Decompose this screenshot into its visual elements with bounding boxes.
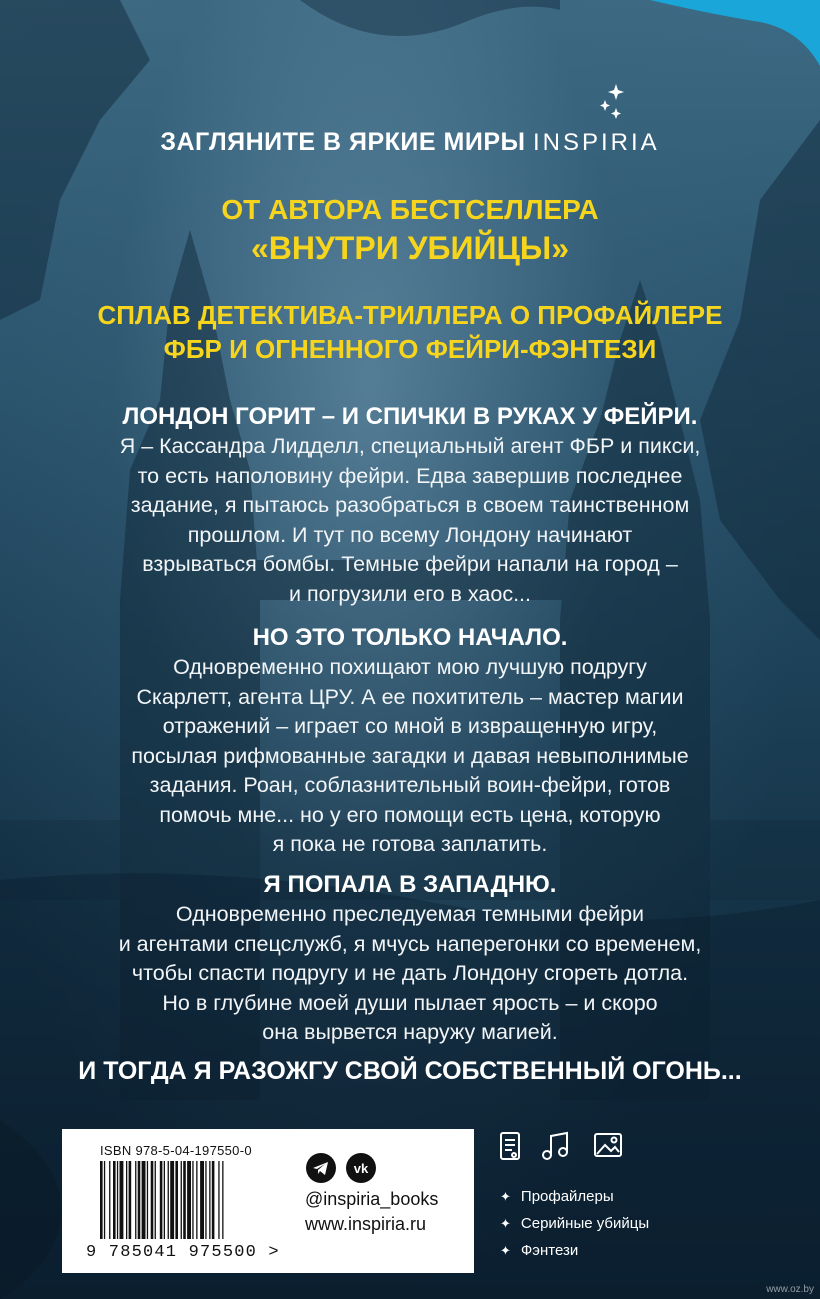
blurb-section: [30, 870, 790, 1048]
tagline-text: ЗАГЛЯНИТЕ В ЯРКИЕ МИРЫ: [160, 128, 526, 156]
list-item: [500, 1237, 649, 1264]
genre-blend-heading: [0, 298, 820, 366]
publisher-website[interactable]: www.inspiria.ru: [305, 1214, 427, 1234]
author-line: ОТ АВТОРА БЕСТСЕЛЛЕРА: [221, 194, 599, 225]
barcode-digits: 9 785041 975500 >: [86, 1243, 280, 1262]
blurb-body: Одновременно преследуемая темными фейри и агентами спецслужб, я мчусь наперегонки со временем, чтобы спасти подругу и не дать Лондону сгореть дотла. Но в глубине моей души пылает ярость – и скоро она вырвется наружу магией.: [118, 902, 702, 1044]
sparkle-icon: [596, 82, 628, 122]
format-icons: [497, 1130, 627, 1169]
watermark: www.oz.by: [766, 1284, 814, 1295]
star-icon: ✦: [500, 1216, 511, 1231]
barcode-panel: [62, 1129, 474, 1273]
blurb-lead: НО ЭТО ТОЛЬКО НАЧАЛО.: [252, 624, 568, 651]
bookmark-tab: [610, 0, 820, 70]
blurb-body: Я – Кассандра Лидделл, специальный агент ФБР и пикси, то есть наполовину фейри. Едва завершив последнее задание, я пытаюсь разобраться в своем таинственном прошлом. И тут по всему Лондону начинают взрываться бомбы. Темные фейри напали на город – и погрузили его в хаос...: [119, 434, 701, 606]
blurb-section: [30, 623, 790, 860]
isbn-label: ISBN 978-5-04-197550-0: [100, 1143, 252, 1158]
list-item: [500, 1210, 649, 1237]
decorative-wave: [0, 1120, 70, 1299]
genre-blend-line: ФБР И ОГНЕННОГО ФЕЙРИ-ФЭНТЕЗИ: [163, 334, 657, 364]
social-links: [306, 1153, 382, 1188]
genre-label: Серийные убийцы: [520, 1215, 650, 1232]
telegram-icon[interactable]: [306, 1153, 336, 1183]
list-item: [500, 1183, 649, 1210]
blurb-body: Одновременно похищают мою лучшую подругу Скарлетт, агента ЦРУ. А ее похититель – мастер магии отражений – играет со мной в извращенную игру, посылая рифмованные загадки и давая невыполнимые задания. Роан, соблазнительный воин-фейри, готов помочь мне... но у его помощи есть цена, которую я пока не готова заплатить.: [131, 655, 689, 856]
ebook-icon: [501, 1133, 519, 1159]
bestseller-title: «ВНУТРИ УБИЙЦЫ»: [250, 230, 570, 266]
social-handle[interactable]: @inspiria_books: [305, 1189, 439, 1209]
genre-blend-line: СПЛАВ ДЕТЕКТИВА-ТРИЛЛЕРА О ПРОФАЙЛЕРЕ: [97, 300, 723, 330]
star-icon: ✦: [500, 1189, 511, 1204]
final-tagline: И ТОГДА Я РАЗОЖГУ СВОЙ СОБСТВЕННЫЙ ОГОНЬ...: [78, 1057, 742, 1085]
barcode: [98, 1161, 288, 1251]
blurb-lead: ЛОНДОН ГОРИТ – И СПИЧКИ В РУКАХ У ФЕЙРИ.: [122, 403, 698, 430]
svg-text:vk: vk: [354, 1161, 369, 1176]
genre-label: Профайлеры: [520, 1188, 614, 1205]
star-icon: ✦: [500, 1243, 511, 1258]
genre-list: [500, 1183, 649, 1264]
blurb-section: [30, 402, 790, 609]
audiobook-icon: [543, 1133, 567, 1159]
blurb-lead: Я ПОПАЛА В ЗАПАДНЮ.: [263, 871, 557, 898]
image-icon: [595, 1134, 621, 1156]
brand-name: INSPIRIA: [532, 129, 660, 156]
publisher-tagline: [0, 128, 820, 157]
genre-label: Фэнтези: [520, 1242, 579, 1259]
vk-icon[interactable]: [346, 1153, 376, 1183]
